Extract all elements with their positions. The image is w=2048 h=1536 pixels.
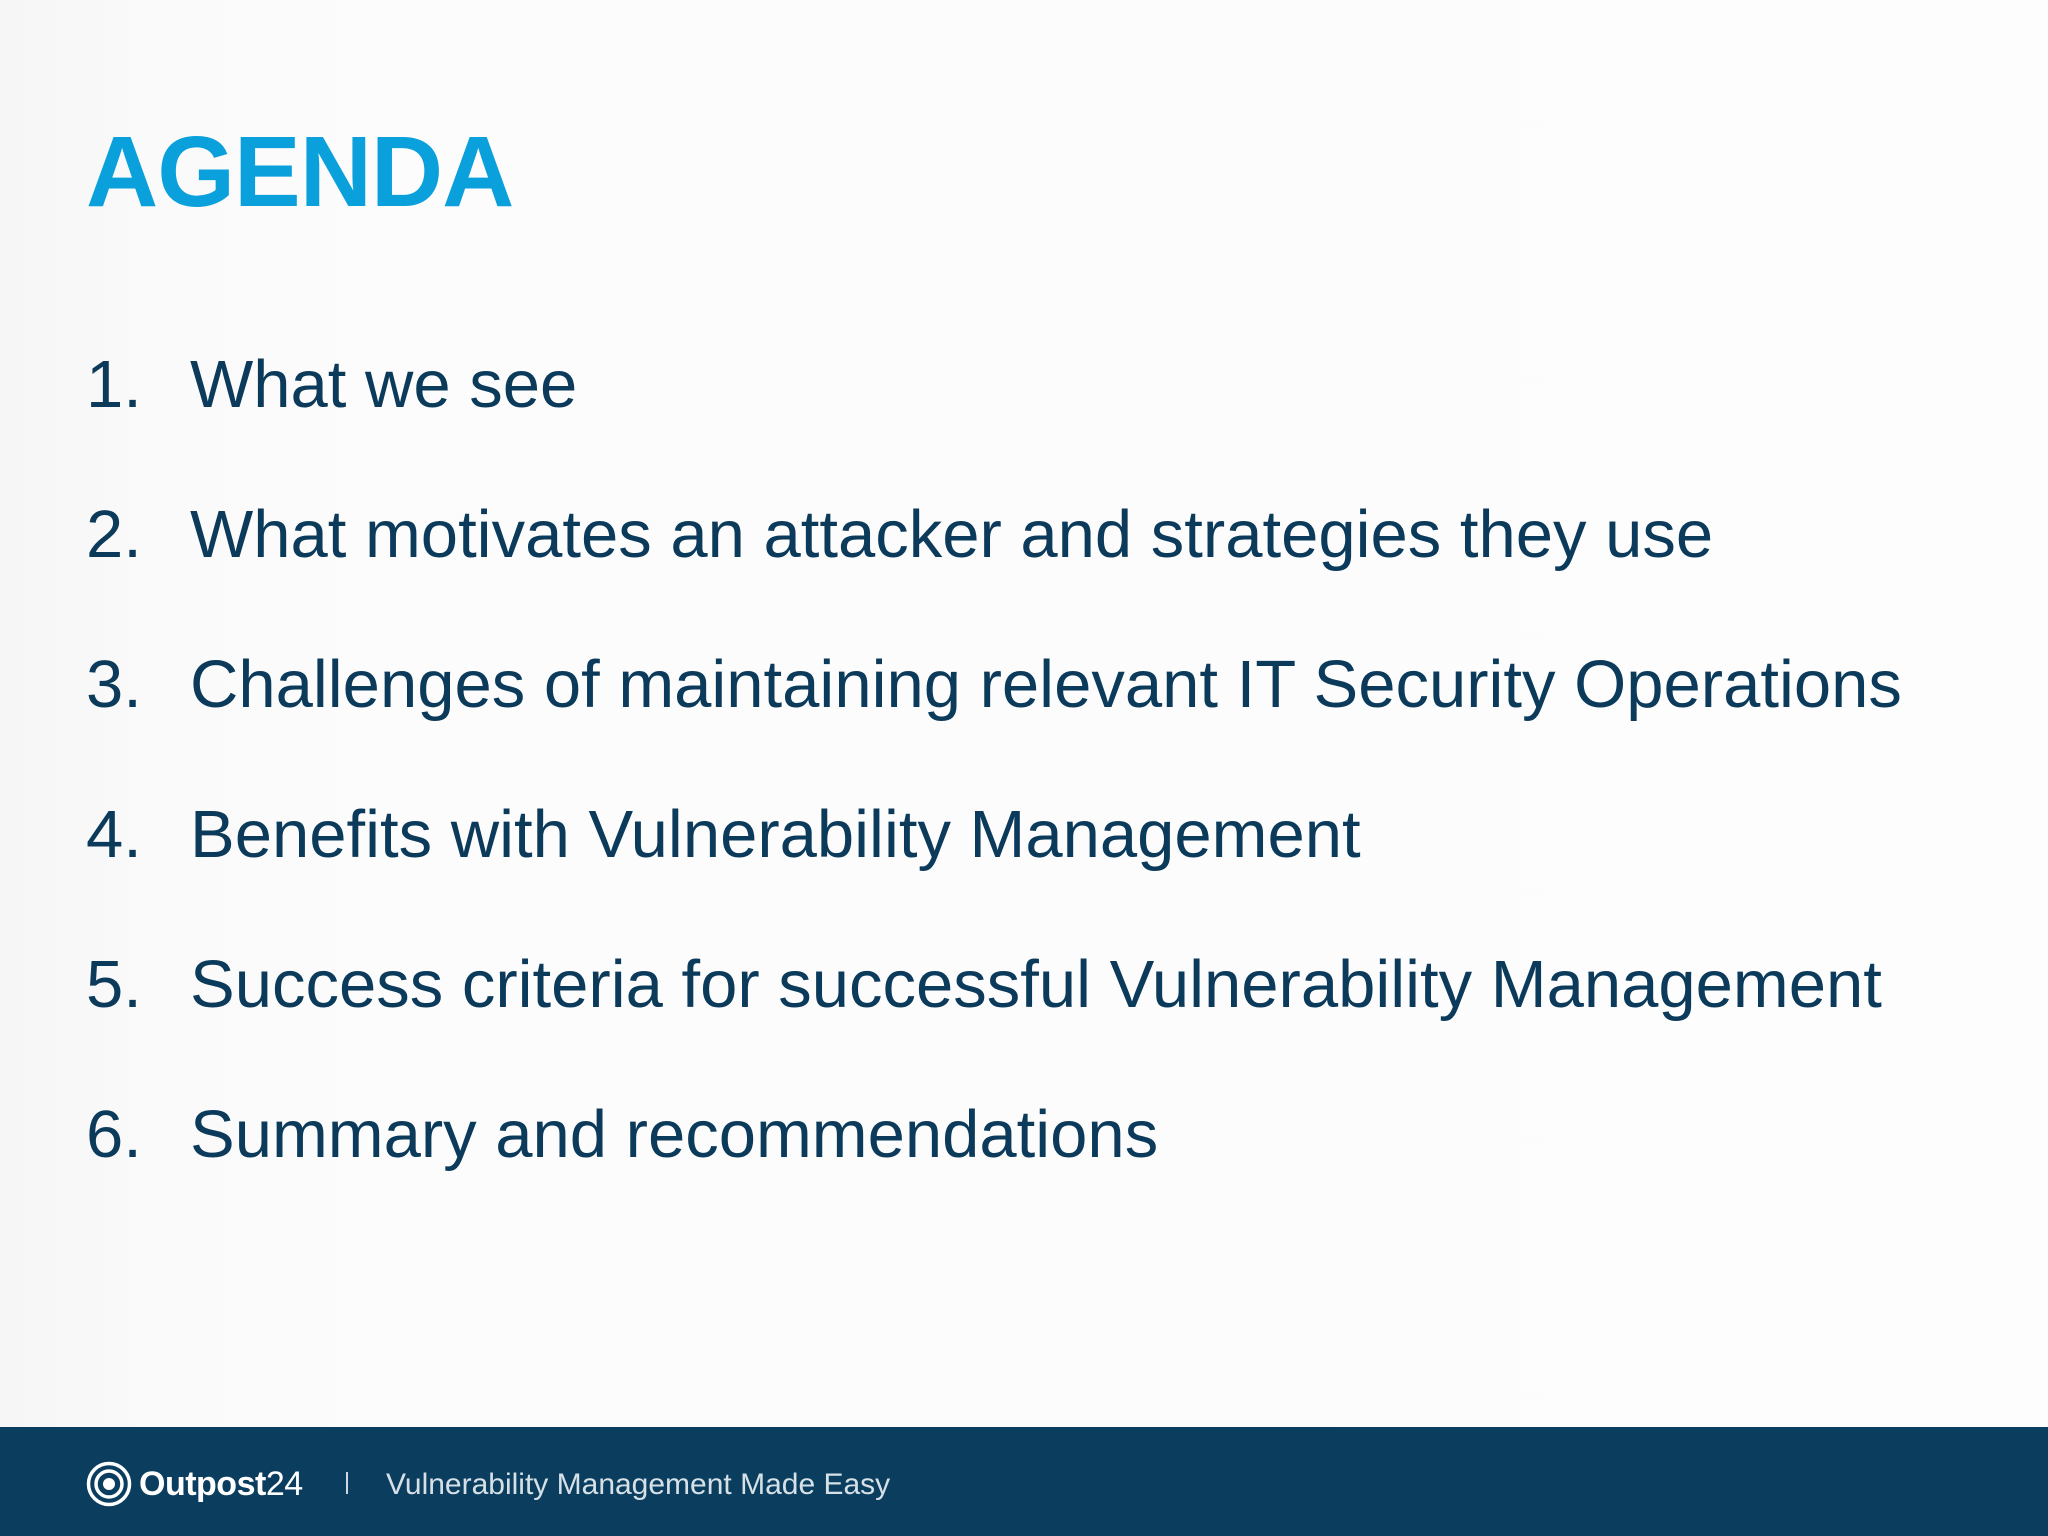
- agenda-item-number: 6.: [86, 1097, 142, 1172]
- agenda-item-number: 5.: [86, 947, 142, 1022]
- agenda-item: [86, 790, 1902, 940]
- agenda-item-text: Benefits with Vulnerability Management: [190, 797, 1361, 872]
- agenda-item-number: 2.: [86, 497, 142, 572]
- agenda-item: [86, 490, 1902, 640]
- agenda-item-text: Summary and recommendations: [190, 1097, 1159, 1172]
- brand-name-number: 24: [265, 1465, 303, 1503]
- slide-title: AGENDA: [86, 116, 514, 228]
- agenda-item-text: What motivates an attacker and strategies they use: [190, 497, 1714, 572]
- agenda-item-text: Success criteria for successful Vulnerability Management: [190, 947, 1882, 1022]
- concentric-circles-logo-icon: [86, 1461, 132, 1507]
- agenda-item: [86, 340, 1902, 490]
- footer-bar: [0, 1427, 2048, 1536]
- agenda-item: [86, 640, 1902, 790]
- agenda-item-text: What we see: [190, 347, 578, 422]
- agenda-item-number: 4.: [86, 797, 142, 872]
- footer-tagline: Vulnerability Management Made Easy: [386, 1468, 891, 1501]
- footer-separator: [346, 1472, 348, 1494]
- brand-name: [139, 1462, 303, 1506]
- agenda-list: [86, 340, 1902, 1240]
- agenda-item: [86, 940, 1902, 1090]
- brand-name-text: Outpost: [139, 1465, 266, 1503]
- agenda-item: [86, 1090, 1902, 1240]
- agenda-item-text: Challenges of maintaining relevant IT Security Operations: [190, 647, 1902, 722]
- agenda-item-number: 3.: [86, 647, 142, 722]
- agenda-item-number: 1.: [86, 347, 142, 422]
